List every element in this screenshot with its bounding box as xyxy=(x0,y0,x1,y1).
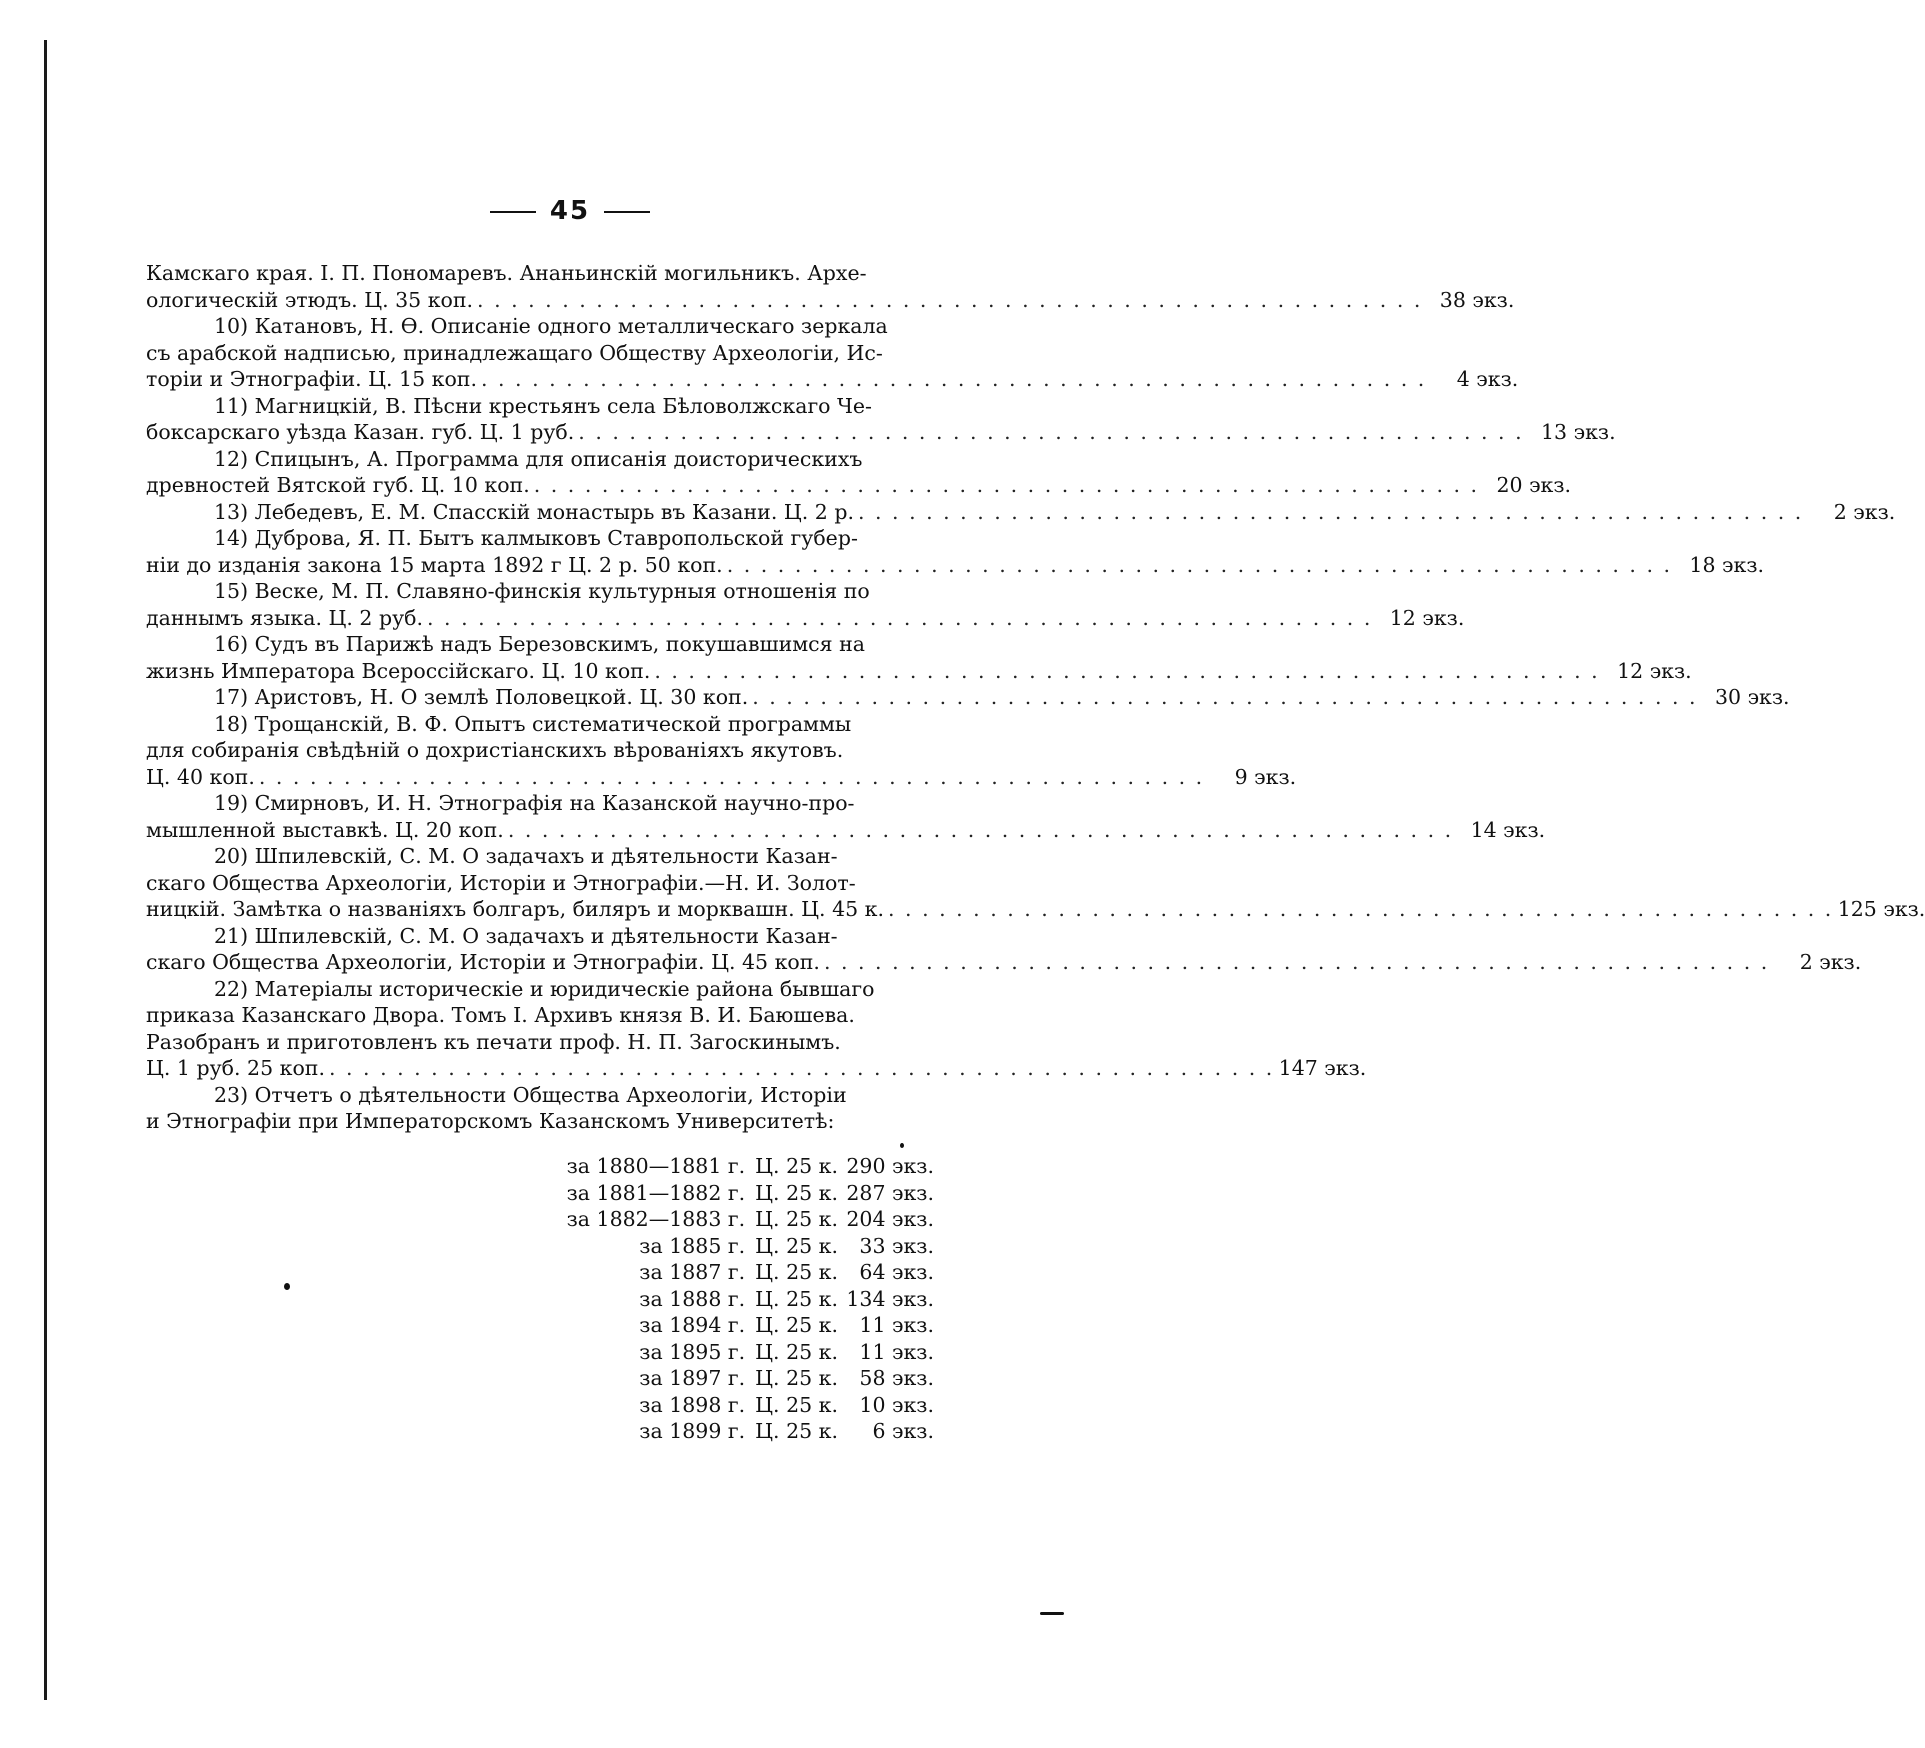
header-dash-right xyxy=(604,211,650,213)
dot-leader xyxy=(723,552,1676,579)
entry-line xyxy=(146,949,1862,976)
dot-leader xyxy=(477,366,1430,393)
entry-line xyxy=(146,605,1465,632)
report-year: за 1885 г. xyxy=(639,1233,746,1258)
entry-text: мышленной выставкѣ. Ц. 20 коп. xyxy=(146,817,504,842)
copies-count: 4 экз. xyxy=(1456,367,1519,391)
report-year: за 1882—1883 г. xyxy=(566,1207,746,1231)
entry-line xyxy=(146,1029,940,1056)
dot-leader xyxy=(854,499,1807,526)
dot-leader xyxy=(820,949,1773,976)
entry-text: даннымъ языка. Ц. 2 руб. xyxy=(146,605,424,630)
copies-count: 125 экз. xyxy=(1837,897,1925,921)
entry-text: 16) Судъ въ Парижѣ надъ Березовскимъ, покушавшимся на xyxy=(214,632,865,656)
print-speck xyxy=(900,1143,904,1148)
entry-line xyxy=(146,446,940,473)
report-row xyxy=(567,1206,934,1233)
report-year: за 1895 г. xyxy=(639,1339,746,1364)
report-row xyxy=(567,1153,934,1180)
report-year: за 1881—1882 г. xyxy=(566,1180,746,1205)
entry-line xyxy=(146,817,1546,844)
entry-text: скаго Общества Археологіи, Исторіи и Этнографіи.—Н. И. Золот- xyxy=(146,870,856,895)
entry-line xyxy=(146,843,940,870)
report-year: за 1887 г. xyxy=(639,1260,746,1284)
entry-line xyxy=(146,1082,940,1109)
entry-line xyxy=(146,1002,940,1029)
entry-text: 22) Матеріалы историческіе и юридическіе района бывшаго xyxy=(214,976,875,1001)
report-price: Ц. 25 к. xyxy=(755,1313,838,1337)
copies-count: 14 экз. xyxy=(1470,817,1546,842)
report-row xyxy=(567,1392,934,1419)
dot-leader xyxy=(884,896,1837,923)
report-price: Ц. 25 к. xyxy=(755,1154,838,1178)
entry-line xyxy=(146,552,1765,579)
entry-text: 10) Катановъ, Н. Ѳ. Описаніе одного металлическаго зеркала xyxy=(214,314,888,338)
dot-leader xyxy=(423,605,1376,632)
dot-leader xyxy=(650,658,1603,685)
entry-line xyxy=(146,923,940,950)
entry-line xyxy=(146,260,940,287)
entry-text: 18) Трощанскій, В. Ф. Опытъ систематической программы xyxy=(214,711,852,736)
report-qty: 290 экз. xyxy=(846,1154,934,1178)
copies-count: 9 экз. xyxy=(1234,764,1297,789)
dot-leader xyxy=(748,684,1701,711)
report-qty: 11 экз. xyxy=(859,1313,934,1337)
report-year: за 1898 г. xyxy=(639,1392,746,1417)
entry-text: Ц. 40 коп. xyxy=(146,764,255,789)
entry-line xyxy=(146,711,940,738)
entry-line xyxy=(146,658,1692,685)
report-price: Ц. 25 к. xyxy=(755,1260,838,1284)
report-qty: 287 экз. xyxy=(846,1180,934,1205)
entry-line xyxy=(146,287,1515,314)
report-price: Ц. 25 к. xyxy=(755,1392,838,1417)
print-speck xyxy=(284,1283,290,1290)
entry-line xyxy=(146,1055,1367,1082)
copies-count: 20 экз. xyxy=(1496,473,1572,497)
entry-text: приказа Казанскаго Двора. Томъ I. Архивъ князя В. И. Баюшева. xyxy=(146,1003,855,1027)
report-row xyxy=(567,1365,934,1392)
header-dash-left xyxy=(490,211,536,213)
copies-count: 2 экз. xyxy=(1833,499,1896,524)
report-row xyxy=(567,1312,934,1339)
entry-line xyxy=(146,764,1297,791)
copies-count: 13 экз. xyxy=(1541,420,1616,444)
entry-text: ніи до изданія закона 15 марта 1892 г Ц. 2 р. 50 коп. xyxy=(146,552,723,577)
entry-line xyxy=(146,737,940,764)
entry-text: боксарскаго уѣзда Казан. губ. Ц. 1 руб. xyxy=(146,420,575,444)
entry-text: 17) Аристовъ, Н. О землѣ Половецкой. Ц. 30 коп. xyxy=(214,685,749,709)
catalog-text xyxy=(146,260,1925,1135)
dot-leader xyxy=(530,472,1483,499)
report-row xyxy=(567,1286,934,1313)
report-qty: 11 экз. xyxy=(859,1339,934,1364)
entry-line xyxy=(146,1108,940,1135)
report-row xyxy=(567,1418,934,1445)
entry-text: 12) Спицынъ, А. Программа для описанія доисторическихъ xyxy=(214,446,863,471)
entry-line xyxy=(146,525,940,552)
report-year: за 1894 г. xyxy=(639,1313,746,1337)
page-number-text: 45 xyxy=(549,196,591,226)
report-price: Ц. 25 к. xyxy=(755,1339,838,1364)
entry-text: 11) Магницкій, В. Пѣсни крестьянъ села Бѣловолжскаго Че- xyxy=(214,393,872,418)
entry-line xyxy=(146,896,1925,923)
entry-text: 19) Смирновъ, И. Н. Этнографія на Казанской научно-про- xyxy=(214,791,855,815)
page-number xyxy=(0,196,1140,226)
report-qty: 134 экз. xyxy=(846,1286,934,1311)
entry-text: древностей Вятской губ. Ц. 10 коп. xyxy=(146,473,530,497)
entry-text: торіи и Этнографіи. Ц. 15 коп. xyxy=(146,367,477,391)
entry-text: жизнь Императора Всероссійскаго. Ц. 10 коп. xyxy=(146,658,651,683)
report-qty: 204 экз. xyxy=(846,1207,934,1231)
reports-table xyxy=(567,1153,934,1445)
report-qty: 58 экз. xyxy=(859,1366,934,1390)
report-year: за 1897 г. xyxy=(639,1366,746,1390)
entry-line xyxy=(146,976,940,1003)
dot-leader xyxy=(504,817,1457,844)
entry-line xyxy=(146,578,940,605)
entry-text: 20) Шпилевскій, С. М. О задачахъ и дѣятельности Казан- xyxy=(214,844,838,868)
entry-line xyxy=(146,313,940,340)
entry-line xyxy=(146,499,1896,526)
entry-text: 14) Дуброва, Я. П. Бытъ калмыковъ Ставропольской губер- xyxy=(214,526,858,550)
report-row xyxy=(567,1339,934,1366)
print-speck xyxy=(1040,1612,1064,1615)
entry-line xyxy=(146,790,940,817)
entry-text: ологическій этюдъ. Ц. 35 коп. xyxy=(146,287,474,312)
report-price: Ц. 25 к. xyxy=(755,1207,838,1231)
report-row xyxy=(567,1233,934,1260)
copies-count: 2 экз. xyxy=(1799,950,1862,974)
entry-text: 13) Лебедевъ, Е. М. Спасскій монастырь въ Казани. Ц. 2 р. xyxy=(214,499,854,524)
dot-leader xyxy=(325,1055,1278,1082)
entry-line xyxy=(146,472,1572,499)
report-price: Ц. 25 к. xyxy=(755,1233,838,1258)
entry-line xyxy=(146,684,1790,711)
report-price: Ц. 25 к. xyxy=(755,1180,838,1205)
report-price: Ц. 25 к. xyxy=(755,1366,838,1390)
entry-line xyxy=(146,870,940,897)
report-row xyxy=(567,1259,934,1286)
report-year: за 1888 г. xyxy=(639,1286,746,1311)
entry-text: для собиранія свѣдѣній о дохристіанскихъ вѣрованіяхъ якутовъ. xyxy=(146,738,844,762)
entry-text: 15) Веске, М. П. Славяно-финскія культурныя отношенія по xyxy=(214,579,870,603)
entry-text: Разобранъ и приготовленъ къ печати проф. Н. П. Загоскинымъ. xyxy=(146,1029,841,1054)
entry-text: 23) Отчетъ о дѣятельности Общества Археологіи, Исторіи xyxy=(214,1082,847,1107)
entry-line xyxy=(146,366,1519,393)
report-qty: 33 экз. xyxy=(859,1233,934,1258)
entry-text: Ц. 1 руб. 25 коп. xyxy=(146,1056,325,1080)
report-year: за 1880—1881 г. xyxy=(566,1154,746,1178)
dot-leader xyxy=(574,419,1527,446)
copies-count: 18 экз. xyxy=(1689,552,1765,577)
entry-text: 21) Шпилевскій, С. М. О задачахъ и дѣятельности Казан- xyxy=(214,923,838,948)
report-year: за 1899 г. xyxy=(639,1419,746,1443)
entry-line xyxy=(146,631,940,658)
report-qty: 10 экз. xyxy=(859,1392,934,1417)
copies-count: 147 экз. xyxy=(1278,1056,1367,1080)
copies-count: 38 экз. xyxy=(1439,287,1515,312)
entry-text: ницкій. Замѣтка о названіяхъ болгаръ, биляръ и морквашн. Ц. 45 к. xyxy=(146,897,884,921)
entry-text: скаго Общества Археологіи, Исторіи и Этнографіи. Ц. 45 коп. xyxy=(146,950,820,974)
report-price: Ц. 25 к. xyxy=(755,1286,838,1311)
copies-count: 12 экз. xyxy=(1389,605,1465,630)
entry-line xyxy=(146,419,1616,446)
dot-leader xyxy=(473,287,1426,314)
entry-line xyxy=(146,393,940,420)
dot-leader xyxy=(255,764,1208,791)
report-price: Ц. 25 к. xyxy=(755,1419,838,1443)
report-qty: 6 экз. xyxy=(872,1419,934,1443)
copies-count: 12 экз. xyxy=(1617,658,1692,683)
entry-line xyxy=(146,340,940,367)
report-row xyxy=(567,1180,934,1207)
copies-count: 30 экз. xyxy=(1714,685,1790,709)
entry-text: Камскаго края. І. П. Пономаревъ. Ананьинскій могильникъ. Архе- xyxy=(146,261,867,285)
entry-text: съ арабской надписью, принадлежащаго Обществу Археологіи, Ис- xyxy=(146,340,883,365)
report-qty: 64 экз. xyxy=(859,1260,934,1284)
entry-text: и Этнографіи при Императорскомъ Казанскомъ Университетѣ: xyxy=(146,1109,835,1133)
scan-left-edge xyxy=(44,40,47,1700)
